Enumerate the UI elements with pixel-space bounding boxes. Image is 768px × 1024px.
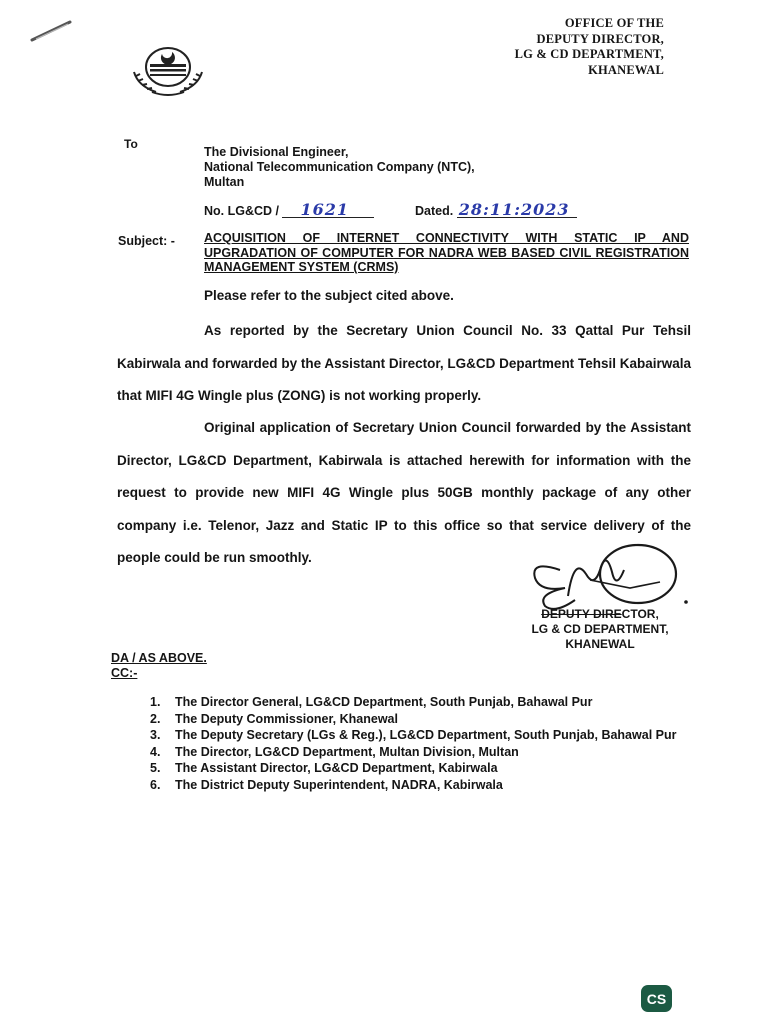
subject-text: ACQUISITION OF INTERNET CONNECTIVITY WITH STATIC IP AND UPGRADATION OF COMPUTER FOR NADRA WEB BASED CIVIL REGISTRATION MANAGEMENT SYSTEM (CRMS) [204,231,689,274]
list-item-number: 3. [150,728,161,742]
list-item-number: 5. [150,761,161,775]
list-item-text: The Deputy Commissioner, Khanewal [175,711,398,726]
pen-mark-icon [28,18,76,46]
reference-number-value: 1621 [300,200,350,219]
signatory-title [530,607,670,622]
list-item-number: 1. [150,695,161,709]
reference-number [204,200,374,219]
office-line: DEPUTY DIRECTOR, [536,31,664,46]
list-item-text: The District Deputy Superintendent, NADRA, Kabirwala [175,777,503,792]
reference-date [415,200,577,219]
cc-label: CC:- [111,666,138,680]
signatory-location: KHANEWAL [565,637,635,651]
list-item-text: The Director General, LG&CD Department, South Punjab, Bahawal Pur [175,695,593,709]
signatory-block [530,607,670,652]
list-item [150,744,676,761]
list-item [150,760,676,777]
cc-list [150,694,676,793]
list-item-text: The Director, LG&CD Department, Multan Division, Multan [175,744,519,759]
camscanner-badge[interactable]: CS [641,985,672,1012]
reference-number-label: No. LG&CD / [204,204,279,218]
punjab-government-emblem-icon [128,42,208,98]
office-header [515,16,664,78]
enclosure-block [111,651,207,681]
list-item-number: 2. [150,711,161,726]
body-paragraph-1: As reported by the Secretary Union Council No. 33 Qattal Pur Tehsil Kabirwala and forwarded by the Assistant Director, LG&CD Department Tehsil Kabairwala that MIFI 4G Wingle plus (ZONG) is not working properly. [117,323,691,403]
da-label: DA / AS ABOVE. [111,651,207,665]
list-item [150,777,676,794]
body-paragraph-2: Original application of Secretary Union Council forwarded by the Assistant Director, LG&CD Department, Kabirwala is attached herewith for information with the request to provide new MIFI 4G Wingle plus 50GB monthly package of any other company i.e. Telenor, Jazz and Static IP to this office so that service delivery of the people could be run smoothly. [117,420,691,565]
list-item-number: 6. [150,777,161,792]
office-line: LG & CD DEPARTMENT, [514,47,664,61]
addressee-block [204,145,475,190]
list-item [150,727,676,744]
addressee-line: National Telecommunication Company (NTC), [204,160,475,174]
list-item [150,694,676,711]
signatory-department: LG & CD DEPARTMENT, [531,622,669,636]
addressee-line: Multan [204,175,245,189]
addressee-line: The Divisional Engineer, [204,145,349,159]
signatory-title-struck: DEPUTY DIRE [541,607,622,621]
signatory-title-rest: CTOR, [621,607,659,621]
list-item [150,711,676,728]
subject-label: Subject: - [118,234,175,248]
to-label: To [124,137,138,151]
office-line: OFFICE OF THE [564,16,664,30]
handwritten-signature [520,540,690,610]
opening-line: Please refer to the subject cited above. [204,288,454,303]
list-item-number: 4. [150,744,161,759]
list-item-text: The Assistant Director, LG&CD Department, Kabirwala [175,761,498,775]
dated-label: Dated. [415,204,454,218]
office-line: KHANEWAL [588,62,664,77]
list-item-text: The Deputy Secretary (LGs & Reg.), LG&CD Department, South Punjab, Bahawal Pur [175,728,677,742]
dated-value: 28:11:2023 [458,200,570,219]
